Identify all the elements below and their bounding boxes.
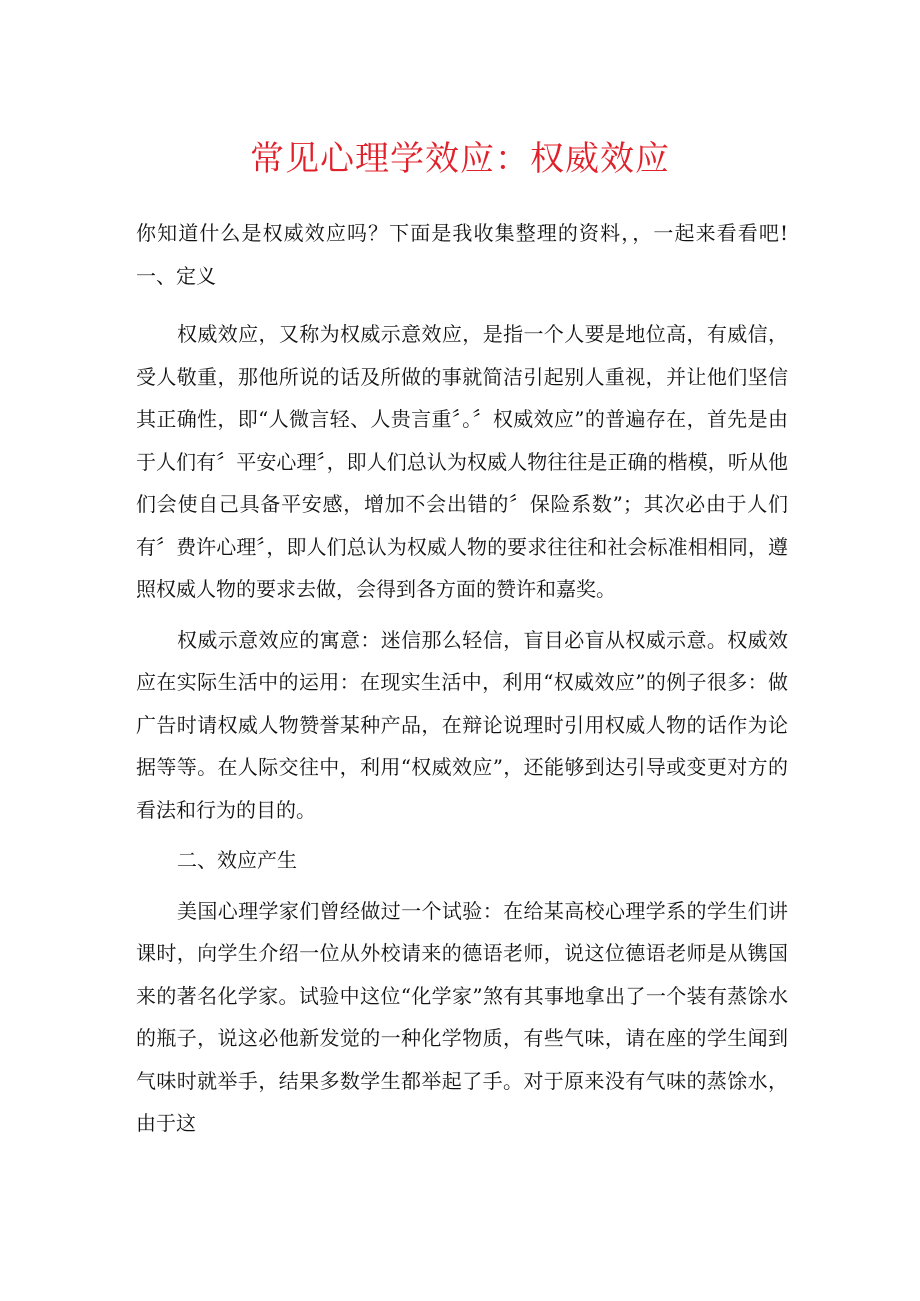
experiment-paragraph: 美国心理学家们曾经做过一个试验：在给某高校心理学系的学生们讲课时，向学生介绍一位从外校请来的德语老师，说这位德语老师是从镌国来的著名化学家。试验中这位“化学家”煞有其事地拿出了一个装有蒸馀水的瓶子，说这必他新发觉的一种化学物质，有些气味，请在座的学生闻到气味时就举手，结果多数学生都举起了手。对于原来没有气味的蒸馀水，由于这 xyxy=(136,898,788,1135)
definition-paragraph: 权威效应，又称为权威示意效应，是指一个人要是地位高，有威信，受人敬重，那他所说的话及所做的事就简洁引起别人重视，并让他们坚信其正确性，即“人微言轻、人贵言重〞。〞权威效应”的普遍存在，首先是由于人们有〞平安心理〞，即人们总认为权威人物往往是正确的楷模，听从他们会使自己具备平安感，增加不会出错的〞保险系数”；其次必由于人们有〞费许心理〞，即人们总认为权威人物的要求往往和社会标准相相同，遵照权威人物的要求去做，会得到各方面的赞许和嘉奖。 xyxy=(136,322,788,601)
document-body xyxy=(136,212,788,1145)
section-heading: 二、效应产生 xyxy=(177,848,297,872)
intro-paragraph: 你知道什么是权威效应吗？下面是我收集整理的资料，，一起来看看吧!一、定义 xyxy=(136,221,788,288)
meaning-paragraph: 权威示意效应的寓意：迷信那么轻信，盲目必盲从权威示意。权威效应在实际生活中的运用：在现实生活中，利用“权威效应”的例子很多：做广告时请权威人物赞誉某种产品，在辩论说理时引用权威人物的话作为论据等等。在人际交往中，利用“权威效应”，还能够到达引导或变更对方的看法和行为的目的。 xyxy=(136,627,788,822)
document-title: 常见心理学效应：权威效应 xyxy=(250,139,670,179)
